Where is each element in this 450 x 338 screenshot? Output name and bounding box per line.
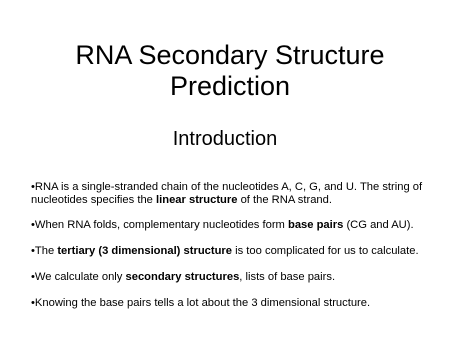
slide-title: RNA Secondary Structure Prediction [75, 40, 385, 101]
bullet-list [31, 181, 441, 323]
bullet-text: •RNA is a single-stranded chain of the nucleotides A, C, G, and U. The string of nucleotides specifies the [31, 181, 423, 206]
bullet-text: •When RNA folds, complementary nucleotides form [31, 219, 288, 231]
bullet-text: , lists of base pairs. [239, 271, 336, 283]
bullet-item [31, 219, 441, 232]
bullet-text: •The [31, 245, 58, 257]
bullet-emphasis: base pairs [287, 219, 344, 231]
bullet-text: •Knowing the base pairs tells a lot about the 3 dimensional structure. [31, 297, 371, 309]
bullet-text: •We calculate only [31, 271, 126, 283]
bullet-emphasis: tertiary (3 dimensional) structure [57, 245, 233, 257]
bullet-text: of the RNA strand. [237, 194, 332, 206]
bullet-item [31, 181, 441, 207]
bullet-item [31, 245, 441, 258]
bullet-item [31, 271, 441, 284]
slide-subtitle: Introduction [172, 128, 278, 150]
bullet-text: (CG and AU). [343, 219, 414, 231]
bullet-emphasis: linear structure [156, 194, 238, 206]
bullet-emphasis: secondary structures [125, 271, 240, 283]
bullet-item [31, 297, 441, 310]
bullet-text: is too complicated for us to calculate. [232, 245, 419, 257]
